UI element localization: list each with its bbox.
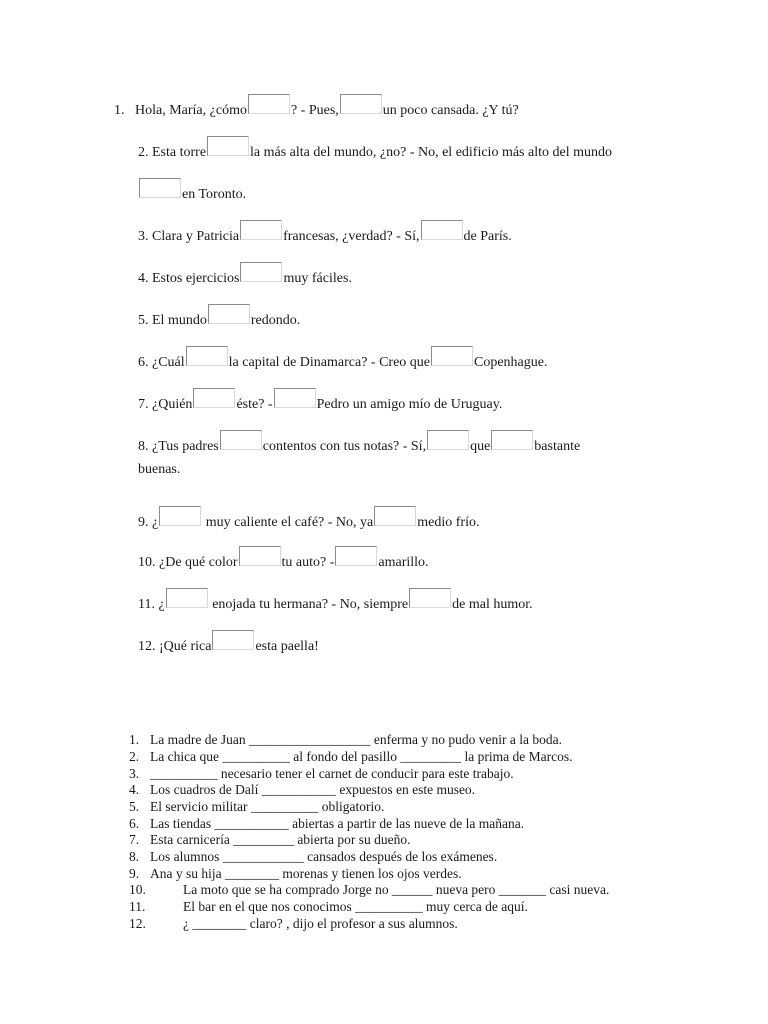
answer-input[interactable] (421, 220, 463, 240)
answer-input[interactable] (491, 430, 533, 450)
answer-input[interactable] (159, 506, 201, 526)
answer-input[interactable] (427, 430, 469, 450)
answer-input[interactable] (335, 546, 377, 566)
answer-input[interactable] (374, 506, 416, 526)
answer-input[interactable] (212, 630, 254, 650)
ex2-item-11: 11. El bar en el que nos conocimos __________ muy cerca de aquí. (129, 899, 528, 914)
answer-input[interactable] (431, 346, 473, 366)
answer-input[interactable] (139, 178, 181, 198)
answer-input[interactable] (240, 262, 282, 282)
answer-input[interactable] (240, 220, 282, 240)
ex2-item-10: 10. La moto que se ha comprado Jorge no ______ nueva pero _______ casi nueva. (129, 882, 610, 897)
ex1-item-4: 4. Estos ejercicios muy fáciles. (138, 262, 352, 287)
ex1-item-11: 11. ¿ enojada tu hermana? - No, siempre de mal humor. (138, 588, 533, 613)
ex1-item-8-cont: buenas. (138, 462, 181, 477)
ex1-item-9: 9. ¿ muy caliente el café? - No, ya medio frío. (138, 506, 479, 531)
ex1-item-10: 10. ¿De qué color tu auto? - amarillo. (138, 546, 429, 571)
answer-input[interactable] (207, 136, 249, 156)
ex1-item-6: 6. ¿Cuál la capital de Dinamarca? - Creo que Copenhague. (138, 346, 547, 371)
ex1-item-1: 1. Hola, María, ¿cómo ? - Pues, un poco cansada. ¿Y tú? (114, 94, 519, 119)
ex2-item-8: 8. Los alumnos ____________ cansados después de los exámenes. (129, 849, 498, 864)
answer-input[interactable] (340, 94, 382, 114)
answer-input[interactable] (248, 94, 290, 114)
ex2-item-3: 3. __________ necesario tener el carnet de conducir para este trabajo. (129, 766, 514, 781)
answer-input[interactable] (239, 546, 281, 566)
ex2-item-9: 9. Ana y su hija ________ morenas y tienen los ojos verdes. (129, 866, 462, 881)
answer-input[interactable] (166, 588, 208, 608)
ex2-item-4: 4. Los cuadros de Dalí ___________ expuestos en este museo. (129, 782, 476, 797)
ex1-item-7: 7. ¿Quién éste? - Pedro un amigo mío de Uruguay. (138, 388, 502, 413)
ex1-item-8: 8. ¿Tus padres contentos con tus notas? - Sí, que bastante (138, 430, 580, 455)
ex2-item-5: 5. El servicio militar __________ obligatorio. (129, 799, 385, 814)
ex1-item-12: 12. ¡Qué rica esta paella! (138, 630, 319, 655)
answer-input[interactable] (186, 346, 228, 366)
ex1-item-3: 3. Clara y Patricia francesas, ¿verdad? - Sí, de París. (138, 220, 512, 245)
ex2-item-1: 1. La madre de Juan __________________ enferma y no pudo venir a la boda. (129, 732, 563, 747)
answer-input[interactable] (208, 304, 250, 324)
answer-input[interactable] (409, 588, 451, 608)
ex1-item-2-cont: en Toronto. (138, 178, 246, 203)
ex2-item-6: 6. Las tiendas ___________ abiertas a partir de las nueve de la mañana. (129, 816, 525, 831)
answer-input[interactable] (193, 388, 235, 408)
ex2-item-7: 7. Esta carnicería _________ abierta por su dueño. (129, 832, 411, 847)
ex2-item-12: 12. ¿ ________ claro? , dijo el profesor a sus alumnos. (129, 916, 458, 931)
answer-input[interactable] (274, 388, 316, 408)
ex1-item-5: 5. El mundo redondo. (138, 304, 300, 329)
answer-input[interactable] (220, 430, 262, 450)
ex2-item-2: 2. La chica que __________ al fondo del pasillo _________ la prima de Marcos. (129, 749, 573, 764)
ex1-item-2: 2. Esta torre la más alta del mundo, ¿no? - No, el edificio más alto del mundo (138, 136, 612, 161)
